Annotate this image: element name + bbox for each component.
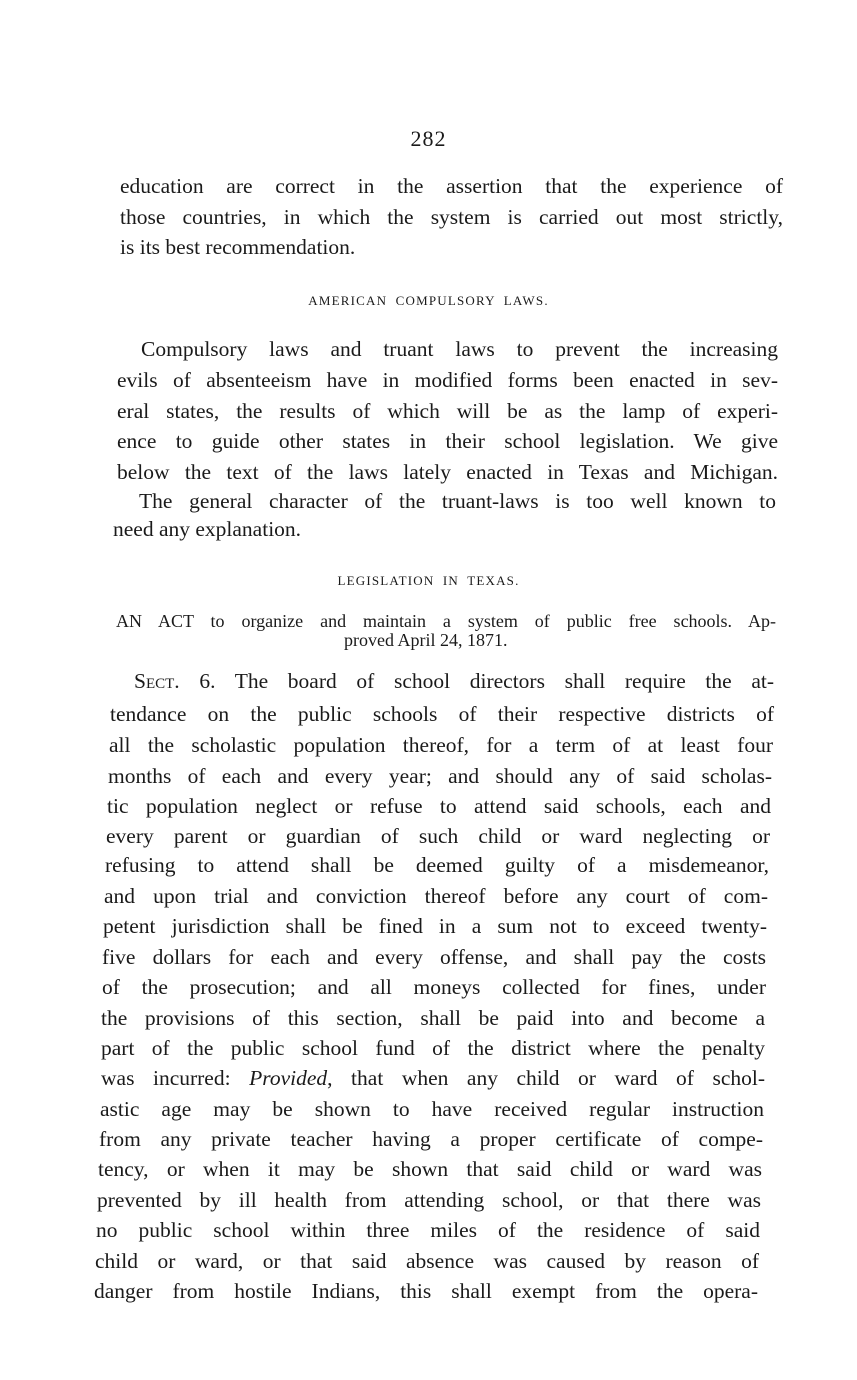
section-line-text: , that when any child or ward of schol- (327, 1066, 765, 1090)
act-title-line: AN ACT to organize and maintain a system of public free schools. Ap- (116, 611, 776, 631)
section-line: all the scholastic population thereof, for a term of at least four (109, 733, 773, 757)
section-line (101, 1064, 765, 1092)
page-number: 282 (410, 126, 447, 151)
section-line: of the prosecution; and all moneys collected for fines, under (102, 975, 766, 999)
section-line (134, 667, 774, 695)
section-line: and upon trial and conviction thereof before any court of com- (104, 884, 768, 908)
american-line: below the text of the laws lately enacted in Texas and Michigan. (117, 460, 778, 484)
act-title-line: proved April 24, 1871. (344, 630, 508, 650)
section-line: from any private teacher having a proper certificate of compe- (99, 1127, 763, 1151)
american-line: need any explanation. (113, 517, 302, 541)
section-label: Sect (134, 669, 175, 693)
american-line: eral states, the results of which will be as the lamp of experi- (117, 399, 778, 423)
american-line: evils of absenteeism have in modified forms been enacted in sev- (117, 368, 778, 392)
section-line: every parent or guardian of such child or ward neglecting or (106, 824, 770, 848)
section-line: the provisions of this section, shall be paid into and become a (101, 1006, 765, 1030)
american-line: ence to guide other states in their school legislation. We give (117, 429, 778, 453)
section-line: tency, or when it may be shown that said child or ward was (98, 1157, 762, 1181)
section-line: astic age may be shown to have received regular instruction (100, 1097, 764, 1121)
heading-legislation-in-texas: LEGISLATION IN TEXAS. (337, 573, 520, 588)
section-line: tendance on the public schools of their respective districts of (110, 702, 774, 726)
section-line: petent jurisdiction shall be fined in a sum not to exceed twenty- (103, 914, 767, 938)
section-line: child or ward, or that said absence was caused by reason of (95, 1249, 759, 1273)
section-line: part of the public school fund of the district where the penalty (101, 1036, 765, 1060)
section-line: tic population neglect or refuse to attend said schools, each and (107, 794, 771, 818)
section-line: danger from hostile Indians, this shall exempt from the opera- (94, 1279, 758, 1303)
american-line: The general character of the truant-laws is too well known to (139, 489, 776, 513)
section-line: five dollars for each and every offense, and shall pay the costs (102, 945, 766, 969)
section-line: months of each and every year; and should any of said scholas- (108, 764, 772, 788)
american-line: Compulsory laws and truant laws to prevent the increasing (141, 337, 778, 361)
section-line: prevented by ill health from attending school, or that there was (97, 1188, 761, 1212)
intro-line: education are correct in the assertion that the experience of (120, 174, 783, 198)
section-line: refusing to attend shall be deemed guilty of a misdemeanor, (105, 853, 769, 877)
section-line-text: was incurred: (101, 1066, 250, 1090)
section-line-text: . 6. The board of school directors shall require the at- (174, 669, 774, 693)
section-line: no public school within three miles of the residence of said (96, 1218, 760, 1242)
provided-word: Provided (249, 1066, 328, 1090)
intro-line: those countries, in which the system is carried out most strictly, (120, 205, 783, 229)
heading-american-compulsory-laws: AMERICAN COMPULSORY LAWS. (308, 293, 549, 308)
intro-line: is its best recommendation. (120, 235, 356, 259)
